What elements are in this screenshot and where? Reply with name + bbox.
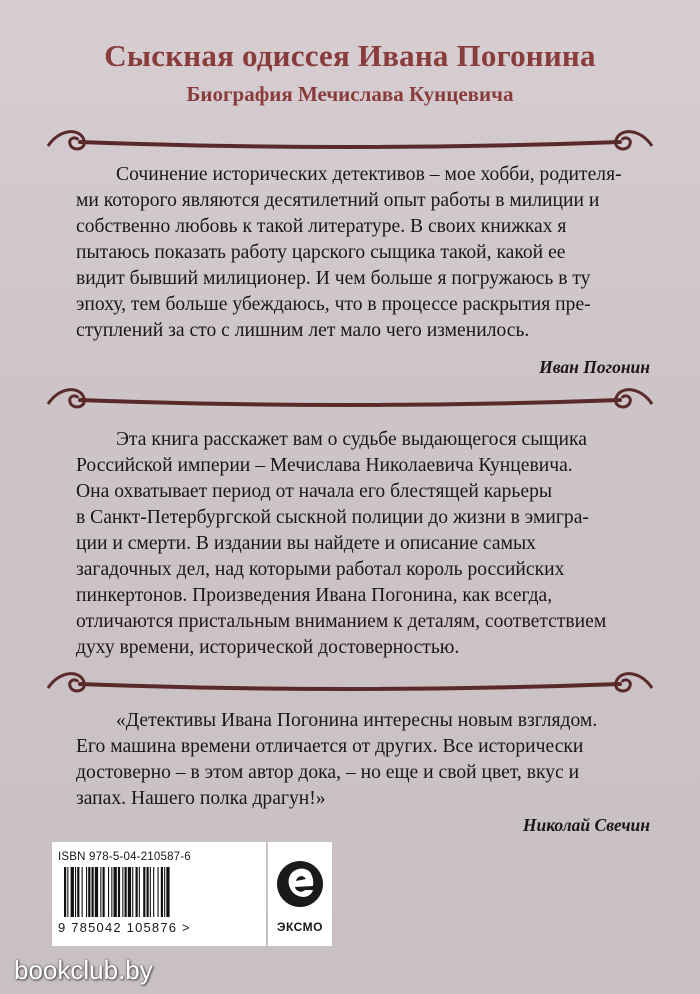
annotation-line: Она охватывает период от начала его блестящей карьеры bbox=[76, 481, 553, 502]
annotation-line: отличаются пристальным вниманием к деталям, соответствием bbox=[76, 611, 607, 632]
quote-line: видит бывший милиционер. И чем больше я погружаюсь в ту bbox=[76, 268, 591, 289]
quote-line: Сочинение исторических детективов – мое хобби, родителя- bbox=[116, 164, 622, 185]
quote-line: собственно любовь к такой литературе. В своих книжках я bbox=[76, 216, 567, 237]
annotation-line: Российской империи – Мечислава Николаевича Кунцевича. bbox=[76, 455, 573, 476]
barcode-digits: 9 785042 105876 > bbox=[58, 920, 191, 935]
annotation-line: пинкертонов. Произведения Ивана Погонина, как всегда, bbox=[76, 585, 553, 606]
quote-line: достоверно – в этом автор дока, – но еще и свой цвет, вкус и bbox=[76, 762, 580, 783]
book-annotation bbox=[76, 427, 634, 661]
series-title: Сыскная одиссея Ивана Погонина bbox=[104, 38, 596, 73]
quote-author: Николай Свечин bbox=[522, 815, 650, 835]
quote-line: ступлений за сто с лишним лет мало чего изменилось. bbox=[76, 320, 530, 341]
annotation-line: духу времени, исторической достоверностью. bbox=[76, 637, 460, 658]
quote-line: ми которого являются десятилетний опыт работы в милиции и bbox=[76, 190, 600, 211]
quote-line: «Детективы Ивана Погонина интересны новым взглядом. bbox=[116, 710, 598, 731]
ornament-divider bbox=[40, 660, 660, 700]
publisher-name: ЭКСМО bbox=[276, 920, 324, 934]
ornament-divider bbox=[40, 376, 660, 416]
author-quote bbox=[76, 162, 634, 344]
annotation-line: ции и смерти. В издании вы найдете и описание самых bbox=[76, 533, 536, 554]
quote-line: запах. Нашего полка драгун!» bbox=[76, 788, 326, 809]
eksmo-logo-icon bbox=[276, 856, 324, 912]
annotation-line: Эта книга расскажет вам о судьбе выдающегося сыщика bbox=[116, 429, 587, 450]
quote-line: эпоху, тем больше убеждаюсь, что в процессе раскрытия пре- bbox=[76, 294, 591, 315]
annotation-line: загадочных дел, над которыми работал король российских bbox=[76, 559, 565, 580]
critic-quote bbox=[76, 708, 634, 812]
ornament-divider bbox=[40, 118, 660, 158]
watermark: bookclub.by bbox=[14, 955, 153, 985]
barcode-icon bbox=[58, 867, 258, 919]
quote-line: пытаюсь показать работу царского сыщика такой, какой ее bbox=[76, 242, 566, 263]
subtitle: Биография Мечислава Кунцевича bbox=[186, 82, 514, 106]
isbn: ISBN 978-5-04-210587-6 bbox=[58, 851, 191, 863]
quote-author: Иван Погонин bbox=[539, 357, 650, 377]
quote-line: Его машина времени отличается от других. Все исторически bbox=[76, 736, 584, 757]
annotation-line: в Санкт-Петербургской сыскной полиции до жизни в эмигра- bbox=[76, 507, 589, 528]
